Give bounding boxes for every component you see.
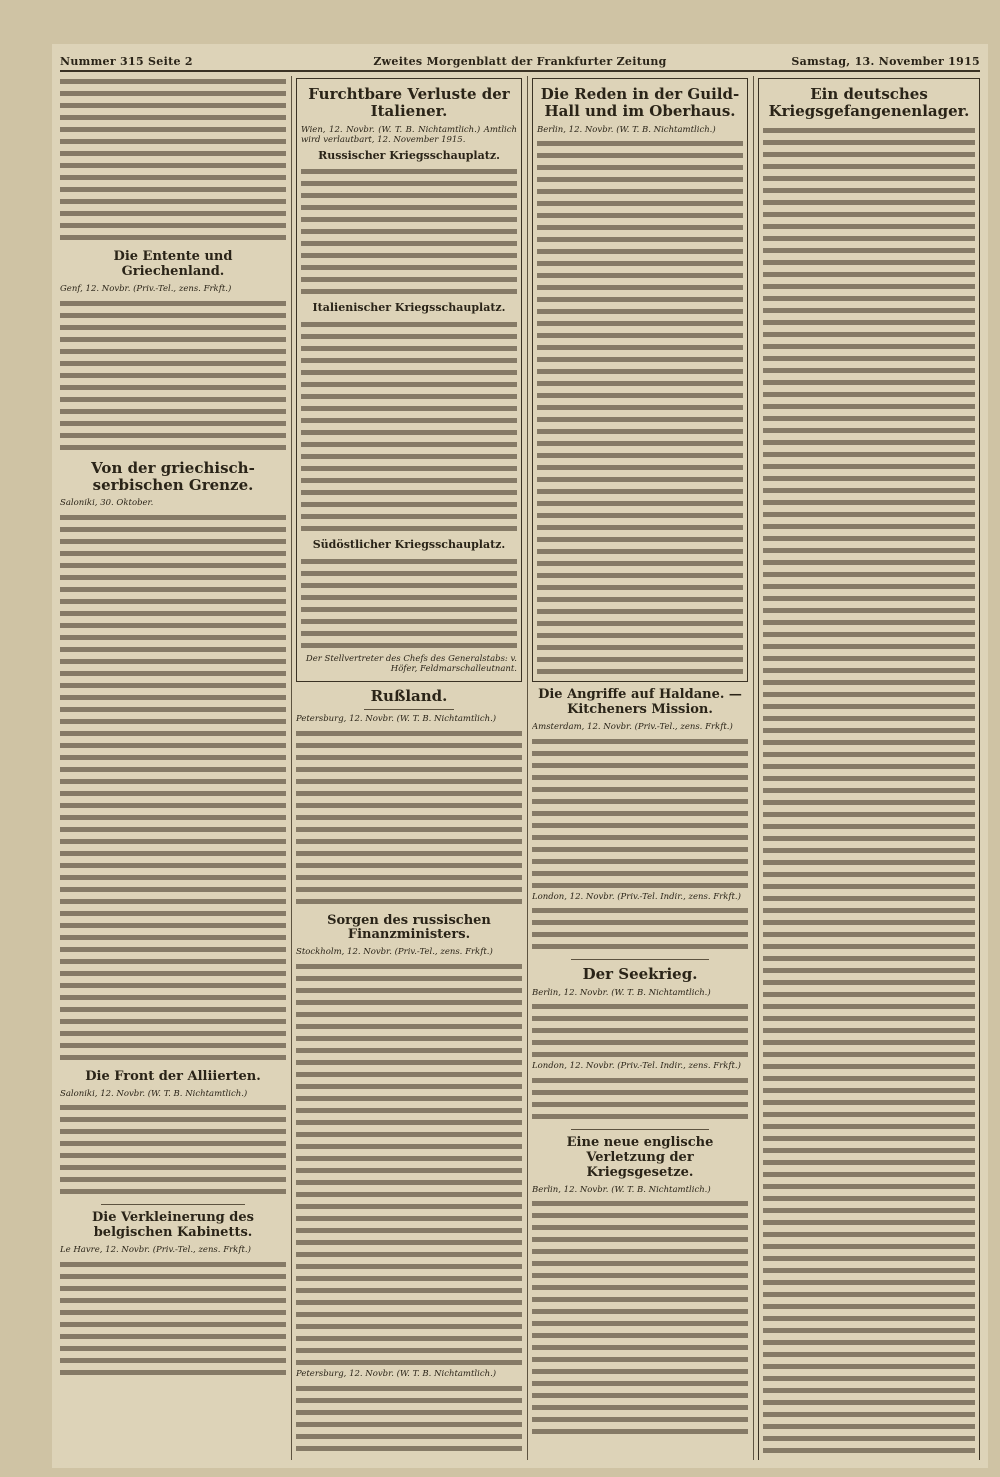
article-body (60, 1259, 286, 1379)
article-headline: Eine neue englische Verletzung der Kriegsgesetze. (566, 1134, 714, 1180)
article-dateline: Berlin, 12. Novbr. (W. T. B. Nichtamtlich.) (532, 1184, 711, 1195)
article-dateline: Amsterdam, 12. Novbr. (Priv.-Tel., zens. Frkft.) (532, 722, 733, 732)
article-body (60, 512, 286, 1064)
subheading: Südöstlicher Kriegsschauplatz. (312, 538, 506, 552)
article-dateline: Wien, 12. Novbr. (W. T. B. Nichtamtlich.) Amtlich wird verlautbart, 12. November 1915. (301, 124, 517, 146)
article-body (537, 138, 743, 678)
article-body (301, 556, 517, 652)
article-front-alliierten (60, 1070, 286, 1199)
article-body (532, 905, 748, 953)
article-entente-griechenland (60, 250, 286, 454)
article-seekrieg (532, 966, 748, 1123)
article-body (60, 298, 286, 454)
column-1 (60, 76, 286, 1460)
article-body (60, 76, 286, 244)
section-divider (571, 1129, 709, 1130)
article-headline: Der Seekrieg. (582, 965, 698, 984)
column-3 (532, 76, 748, 1460)
section-divider (571, 959, 709, 960)
article-headline: Die Reden in der Guild-Hall und im Oberhaus. (540, 85, 740, 121)
article-dateline: Petersburg, 12. Novbr. (W. T. B. Nichtamtlich.) (296, 1369, 497, 1380)
issue-date: Samstag, 13. November 1915 (791, 55, 980, 68)
article-headline: Die Entente und Griechenland. (113, 249, 233, 279)
article-headline: Rußland. (370, 686, 448, 705)
article-headline: Die Angriffe auf Haldane. — Kitcheners Mission. (538, 687, 742, 718)
article-dateline: Genf, 12. Novbr. (Priv.-Tel., zens. Frkft.) (60, 283, 232, 294)
section-divider (364, 709, 454, 710)
article-headline: Ein deutsches Kriegsgefangenenlager. (768, 85, 970, 121)
article-dateline: Saloniki, 12. Novbr. (W. T. B. Nichtamtlich.) (60, 1088, 248, 1099)
column-rule (527, 76, 528, 1460)
article-englische-verletzung (532, 1136, 748, 1438)
article-griechisch-serbische-grenze (60, 460, 286, 1064)
masthead: Zweites Morgenblatt der Frankfurter Zeitung (373, 55, 667, 68)
article-guildhall-oberhaus (532, 78, 748, 682)
article-body (532, 736, 748, 892)
column-rule (753, 76, 754, 1460)
article-dateline: London, 12. Novbr. (Priv.-Tel. Indir., zens. Frkft.) (532, 1061, 741, 1072)
page-header (60, 50, 980, 72)
column-4 (758, 76, 980, 1460)
newspaper-page (52, 44, 988, 1468)
article-body (301, 319, 517, 535)
column-2 (296, 76, 522, 1460)
article-body (296, 728, 522, 908)
article-body (301, 166, 517, 298)
article-body (532, 1198, 748, 1438)
article-headline: Von der griechisch-serbischen Grenze. (91, 458, 255, 494)
article-body (60, 1102, 286, 1198)
article-russland (296, 688, 522, 908)
signature: Der Stellvertreter des Chefs des Generalstabs: v. Höfer, Feldmarschalleutnant. (305, 653, 517, 674)
issue-number: Nummer 315 Seite 2 (60, 55, 193, 68)
article-dateline: Stockholm, 12. Novbr. (Priv.-Tel., zens. Frkft.) (296, 947, 493, 958)
article-dateline: Saloniki, 30. Oktober. (60, 498, 154, 508)
article-body (532, 1075, 748, 1123)
section-divider (101, 1204, 246, 1205)
article-body (296, 1383, 522, 1455)
column-rule (291, 76, 292, 1460)
article-headline: Die Front der Alliierten. (85, 1068, 261, 1084)
article-dateline: Berlin, 12. Novbr. (W. T. B. Nichtamtlich.) (532, 987, 711, 998)
article-dateline: Le Havre, 12. Novbr. (Priv.-Tel., zens. Frkft.) (60, 1245, 251, 1256)
article-body (532, 1001, 748, 1061)
article-body (296, 961, 522, 1369)
article-angriffe-haldane (532, 688, 748, 953)
article-headline: Furchtbare Verluste der Italiener. (308, 85, 510, 121)
article-russische-finanzen (296, 914, 522, 1455)
subheading: Russischer Kriegsschauplatz. (318, 148, 500, 162)
article-verluste-italiener (296, 78, 522, 682)
article-belgisches-kabinett (60, 1211, 286, 1379)
article-dateline: Berlin, 12. Novbr. (W. T. B. Nichtamtlich.) (537, 124, 716, 135)
article-headline: Sorgen des russischen Finanzministers. (327, 912, 491, 943)
article-body (763, 125, 975, 1457)
article-headline: Die Verkleinerung des belgischen Kabinetts. (92, 1210, 254, 1241)
subheading: Italienischer Kriegsschauplatz. (312, 301, 506, 315)
article-dateline: London, 12. Novbr. (Priv.-Tel. Indir., zens. Frkft.) (532, 891, 741, 902)
article-kriegsgefangenenlager (758, 78, 980, 1460)
article-dateline: Petersburg, 12. Novbr. (W. T. B. Nichtamtlich.) (296, 713, 497, 724)
article-continuation (60, 76, 286, 244)
